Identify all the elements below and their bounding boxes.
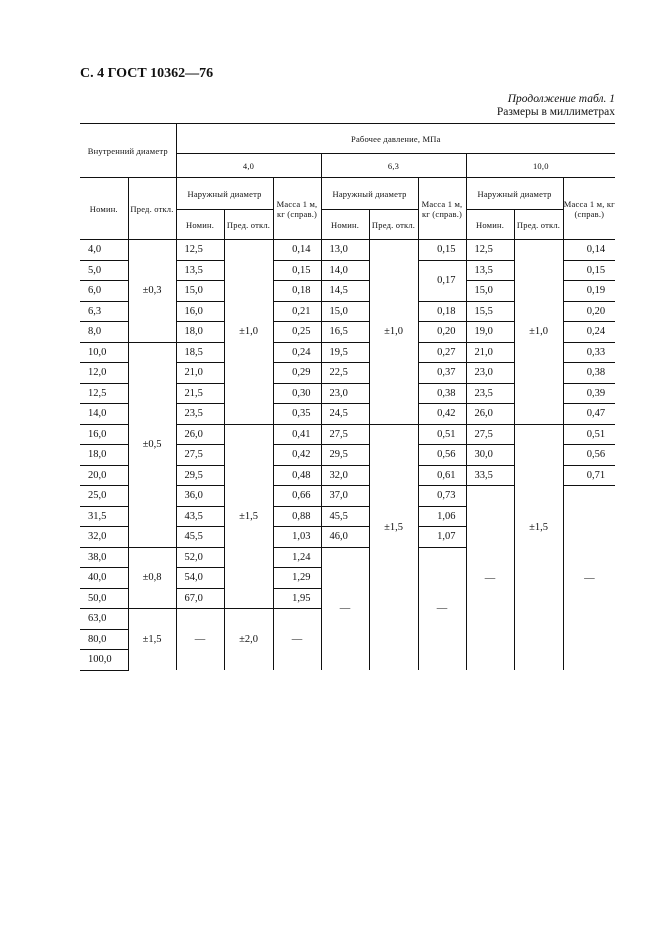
inner-nominal-cell: 63,0: [80, 609, 128, 630]
mass-header-63: Масса 1 м, кг (справ.): [418, 178, 466, 240]
outer-nominal-cell-63: 16,5: [321, 322, 369, 343]
outer-nominal-cell-10: 13,5: [466, 260, 514, 281]
outer-nominal-cell-10: 12,5: [466, 240, 514, 261]
outer-nominal-cell-63: 37,0: [321, 486, 369, 507]
outer-tolerance-header-63: Пред. откл.: [369, 210, 418, 240]
outer-nominal-cell-4: 13,5: [176, 260, 224, 281]
outer-nominal-cell-63: 24,5: [321, 404, 369, 425]
mass-cell-63: 0,51: [418, 424, 466, 445]
mass-header-10: Масса 1 м, кг (справ.): [563, 178, 615, 240]
outer-nominal-cell-63: 32,0: [321, 465, 369, 486]
mass-cell-63: 0,27: [418, 342, 466, 363]
outer-nominal-cell-4: 52,0: [176, 547, 224, 568]
outer-tolerance-header-10: Пред. откл.: [514, 210, 563, 240]
inner-nominal-cell: 80,0: [80, 629, 128, 650]
outer-tolerance-header-4: Пред. откл.: [224, 210, 273, 240]
mass-cell-4: 0,15: [273, 260, 321, 281]
outer-nominal-cell-4: 36,0: [176, 486, 224, 507]
outer-nominal-cell-10: 15,5: [466, 301, 514, 322]
mass-cell-63: 0,42: [418, 404, 466, 425]
outer-tolerance-cell-4: ±1,0: [224, 240, 273, 425]
inner-nominal-cell: 31,5: [80, 506, 128, 527]
inner-nominal-cell: 4,0: [80, 240, 128, 261]
outer-nominal-cell-10: 23,0: [466, 363, 514, 384]
mass-cell-63: 0,17: [418, 260, 466, 301]
outer-nominal-cell-4: —: [176, 609, 224, 671]
mass-cell-10: —: [563, 486, 615, 671]
table-row: [80, 240, 615, 261]
outer-tolerance-cell-4: ±1,5: [224, 424, 273, 609]
mass-cell-63: 1,06: [418, 506, 466, 527]
mass-cell-10: 0,24: [563, 322, 615, 343]
hose-dimensions-table: [80, 123, 615, 671]
outer-nominal-cell-4: 67,0: [176, 588, 224, 609]
inner-nominal-cell: 40,0: [80, 568, 128, 589]
inner-nominal-cell: 12,0: [80, 363, 128, 384]
mass-cell-4: —: [273, 609, 321, 671]
inner-nominal-cell: 38,0: [80, 547, 128, 568]
inner-tolerance-cell: ±1,5: [128, 609, 176, 671]
mass-cell-10: 0,47: [563, 404, 615, 425]
inner-nominal-cell: 25,0: [80, 486, 128, 507]
inner-nominal-cell: 6,0: [80, 281, 128, 302]
mass-cell-4: 0,66: [273, 486, 321, 507]
outer-tolerance-cell-63: ±1,0: [369, 240, 418, 425]
page-header: С. 4 ГОСТ 10362—76: [80, 66, 214, 81]
outer-nominal-cell-63: 15,0: [321, 301, 369, 322]
outer-nominal-cell-4: 15,0: [176, 281, 224, 302]
outer-nominal-cell-4: 21,0: [176, 363, 224, 384]
mass-cell-4: 0,24: [273, 342, 321, 363]
outer-nominal-header-4: Номин.: [176, 210, 224, 240]
inner-nominal-header: Номин.: [80, 178, 128, 240]
mass-header-4: Масса 1 м, кг (справ.): [273, 178, 321, 240]
outer-nominal-cell-10: 21,0: [466, 342, 514, 363]
mass-cell-10: 0,15: [563, 260, 615, 281]
outer-nominal-cell-10: 15,0: [466, 281, 514, 302]
outer-nominal-cell-63: 14,0: [321, 260, 369, 281]
outer-nominal-cell-4: 18,5: [176, 342, 224, 363]
outer-nominal-cell-4: 12,5: [176, 240, 224, 261]
inner-nominal-cell: 8,0: [80, 322, 128, 343]
inner-tolerance-header: Пред. откл.: [128, 178, 176, 240]
outer-tolerance-cell-10: ±1,5: [514, 424, 563, 670]
outer-nominal-cell-10: 33,5: [466, 465, 514, 486]
mass-cell-10: 0,19: [563, 281, 615, 302]
mass-cell-10: 0,20: [563, 301, 615, 322]
inner-tolerance-cell: ±0,3: [128, 240, 176, 343]
working-pressure-header: Рабочее давление, МПа: [176, 124, 615, 154]
inner-nominal-cell: 10,0: [80, 342, 128, 363]
mass-cell-4: 0,14: [273, 240, 321, 261]
outer-nominal-cell-4: 54,0: [176, 568, 224, 589]
mass-cell-63: 0,15: [418, 240, 466, 261]
outer-nominal-cell-4: 45,5: [176, 527, 224, 548]
outer-nominal-cell-10: 27,5: [466, 424, 514, 445]
pressure-63-header: 6,3: [321, 154, 466, 178]
outer-nominal-cell-63: 45,5: [321, 506, 369, 527]
mass-cell-4: 1,03: [273, 527, 321, 548]
outer-nominal-cell-63: 19,5: [321, 342, 369, 363]
outer-nominal-cell-10: 19,0: [466, 322, 514, 343]
mass-cell-10: 0,39: [563, 383, 615, 404]
mass-cell-63: 0,38: [418, 383, 466, 404]
outer-nominal-cell-4: 26,0: [176, 424, 224, 445]
outer-nominal-cell-10: 26,0: [466, 404, 514, 425]
outer-nominal-cell-63: —: [321, 547, 369, 670]
outer-nominal-cell-4: 18,0: [176, 322, 224, 343]
mass-cell-4: 0,42: [273, 445, 321, 466]
header-row: [80, 124, 615, 154]
mass-cell-4: 0,21: [273, 301, 321, 322]
continuation-label: Продолжение табл. 1: [507, 93, 615, 105]
mass-cell-4: 0,41: [273, 424, 321, 445]
inner-nominal-cell: 12,5: [80, 383, 128, 404]
mass-cell-63: 0,18: [418, 301, 466, 322]
outer-nominal-cell-63: 29,5: [321, 445, 369, 466]
inner-diameter-header: Внутренний диаметр: [80, 124, 176, 178]
outer-tolerance-cell-63: ±1,5: [369, 424, 418, 670]
outer-nominal-cell-4: 43,5: [176, 506, 224, 527]
inner-nominal-cell: 20,0: [80, 465, 128, 486]
mass-cell-4: 0,18: [273, 281, 321, 302]
mass-cell-63: —: [418, 547, 466, 670]
inner-nominal-cell: 32,0: [80, 527, 128, 548]
mass-cell-10: 0,14: [563, 240, 615, 261]
mass-cell-4: 1,95: [273, 588, 321, 609]
outer-diameter-header-4: Наружный диаметр: [176, 178, 273, 210]
inner-tolerance-cell: ±0,5: [128, 342, 176, 547]
outer-diameter-header-63: Наружный диаметр: [321, 178, 418, 210]
pressure-10-header: 10,0: [466, 154, 615, 178]
outer-nominal-cell-4: 16,0: [176, 301, 224, 322]
outer-nominal-cell-4: 29,5: [176, 465, 224, 486]
mass-cell-63: 0,37: [418, 363, 466, 384]
outer-nominal-cell-63: 13,0: [321, 240, 369, 261]
mass-cell-4: 0,30: [273, 383, 321, 404]
outer-nominal-cell-4: 27,5: [176, 445, 224, 466]
mass-cell-10: 0,51: [563, 424, 615, 445]
outer-nominal-cell-63: 23,0: [321, 383, 369, 404]
outer-nominal-cell-4: 21,5: [176, 383, 224, 404]
outer-nominal-cell-10: —: [466, 486, 514, 671]
mass-cell-10: 0,33: [563, 342, 615, 363]
outer-nominal-cell-4: 23,5: [176, 404, 224, 425]
header-row: [80, 178, 615, 210]
outer-nominal-header-63: Номин.: [321, 210, 369, 240]
outer-nominal-cell-63: 14,5: [321, 281, 369, 302]
continuation-note: [497, 93, 615, 119]
inner-tolerance-cell: ±0,8: [128, 547, 176, 609]
mass-cell-63: 0,61: [418, 465, 466, 486]
outer-nominal-cell-10: 23,5: [466, 383, 514, 404]
mass-cell-4: 1,24: [273, 547, 321, 568]
inner-nominal-cell: 18,0: [80, 445, 128, 466]
inner-nominal-cell: 5,0: [80, 260, 128, 281]
mass-cell-63: 0,20: [418, 322, 466, 343]
mass-cell-63: 0,56: [418, 445, 466, 466]
mass-cell-10: 0,56: [563, 445, 615, 466]
mass-cell-63: 0,73: [418, 486, 466, 507]
outer-nominal-cell-10: 30,0: [466, 445, 514, 466]
mass-cell-4: 1,29: [273, 568, 321, 589]
mass-cell-10: 0,38: [563, 363, 615, 384]
outer-nominal-cell-63: 46,0: [321, 527, 369, 548]
outer-nominal-header-10: Номин.: [466, 210, 514, 240]
mass-cell-4: 0,29: [273, 363, 321, 384]
units-label: Размеры в миллиметрах: [496, 106, 615, 118]
mass-cell-63: 1,07: [418, 527, 466, 548]
outer-nominal-cell-63: 22,5: [321, 363, 369, 384]
outer-nominal-cell-63: 27,5: [321, 424, 369, 445]
outer-tolerance-cell-10: ±1,0: [514, 240, 563, 425]
inner-nominal-cell: 6,3: [80, 301, 128, 322]
mass-cell-4: 0,48: [273, 465, 321, 486]
outer-tolerance-cell-4: ±2,0: [224, 609, 273, 671]
mass-cell-4: 0,35: [273, 404, 321, 425]
outer-diameter-header-10: Наружный диаметр: [466, 178, 563, 210]
inner-nominal-cell: 50,0: [80, 588, 128, 609]
pressure-4-header: 4,0: [176, 154, 321, 178]
mass-cell-10: 0,71: [563, 465, 615, 486]
inner-nominal-cell: 16,0: [80, 424, 128, 445]
mass-cell-4: 0,88: [273, 506, 321, 527]
mass-cell-4: 0,25: [273, 322, 321, 343]
inner-nominal-cell: 100,0: [80, 650, 128, 671]
inner-nominal-cell: 14,0: [80, 404, 128, 425]
